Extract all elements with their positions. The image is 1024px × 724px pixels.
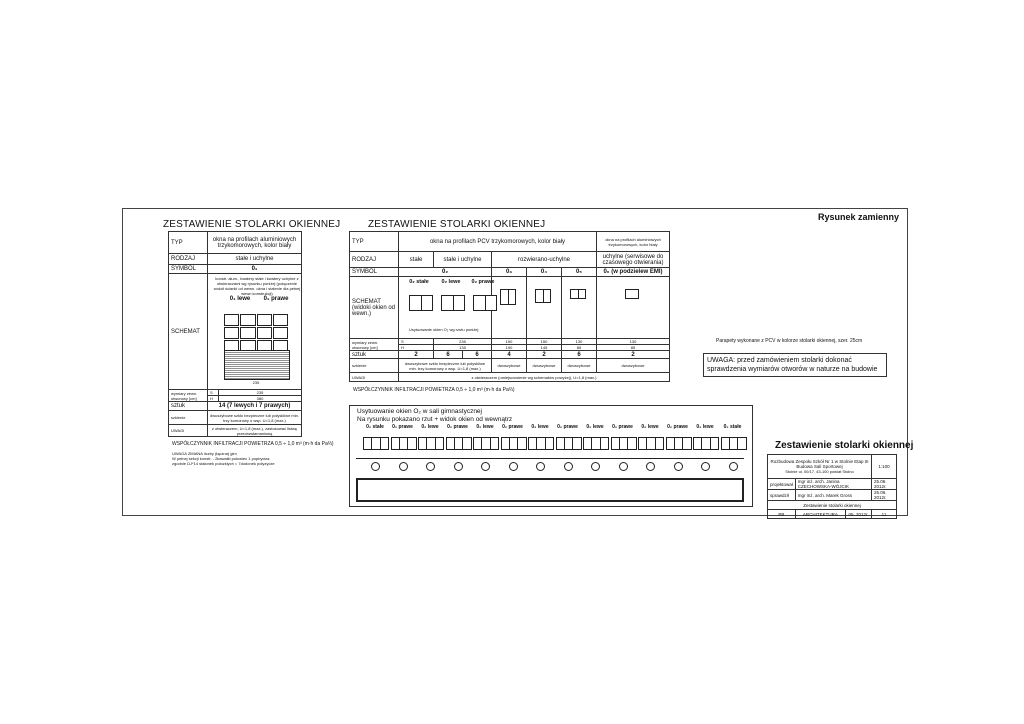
left-note-3: zgodnie DJ*14 stałonek połozkiych = 7dodonek połyzycze	[172, 461, 275, 466]
plan-title: Usytuowanie okien O₂ w sali gimnastycznej	[357, 408, 482, 415]
plan-window-label: 0₂ prawe	[447, 424, 468, 430]
plan-window-label: 0₂ lewe	[586, 424, 604, 430]
right-uwagi-label: UWAGI	[350, 373, 399, 382]
right-sztuk-6: 6	[562, 351, 597, 359]
plan-window-elevation	[363, 437, 389, 450]
plan-window-pane	[722, 438, 730, 449]
parapety-note: Parapety wykonane z PCV w kolorze stolarki okiennej, szer. 25cm	[716, 338, 863, 344]
right-o2-lewe-window	[441, 295, 465, 311]
right-schemat-o5-cell	[562, 277, 597, 339]
plan-axis-line	[356, 458, 744, 459]
right-rodzaj-uchylne: uchylne (serwisowe do czasowego otwierania)	[597, 252, 670, 268]
plan-window-pane	[667, 438, 675, 449]
plan-window-pane	[546, 438, 553, 449]
right-szklenie-o2: dwuszybowe szkło bezpieczne lub połyskliwe min. trzy komorowy o wsp. U=1,8 (max.)	[399, 359, 492, 373]
tb-scale: 1:100	[872, 455, 897, 479]
plan-axis-marker	[591, 462, 600, 471]
plan-window-pane	[601, 438, 608, 449]
right-s-o6: 130	[597, 339, 670, 345]
right-table-title: ZESTAWIENIE STOLARKI OKIENNEJ	[368, 219, 546, 230]
right-szklenie-o6: dwuszybowe	[597, 359, 670, 373]
plan-window-pane	[683, 438, 690, 449]
tb-project-cell	[768, 455, 872, 479]
tb-designer-date: 25.06. 2012r.	[872, 479, 897, 490]
right-szklenie-label: szklenie	[350, 359, 399, 373]
plan-window-label: 0₂ lewe	[641, 424, 659, 430]
right-symbol-o5: 0₅	[562, 268, 597, 277]
right-typ-label: TYP	[350, 232, 399, 252]
plan-window-pane	[537, 438, 545, 449]
plan-window-pane	[738, 438, 745, 449]
right-o5-window	[570, 289, 586, 299]
plan-window-elevation	[721, 437, 747, 450]
plan-window-pane	[419, 438, 427, 449]
tb-date: 05. 2012r.	[845, 510, 871, 519]
left-symbol-label: SYMBOL	[169, 265, 208, 274]
plan-window-elevation	[556, 437, 582, 450]
plan-window-label: 0₂ lewe	[476, 424, 494, 430]
right-symbol-o2: 0₂	[399, 268, 492, 277]
right-h-o4: 145	[527, 345, 562, 351]
left-dims-label: wymiary zewn. otworowy [cm]	[169, 390, 208, 402]
tb-checker: mgr inż. arch. Marek Gross	[795, 490, 871, 501]
left-dim-s-label: S	[208, 390, 219, 396]
plan-window-pane	[612, 438, 620, 449]
right-szklenie-o5: dwuszybowe	[562, 359, 597, 373]
plan-window-elevation	[666, 437, 692, 450]
plan-window-pane	[491, 438, 498, 449]
plan-axis-marker	[564, 462, 573, 471]
plan-window-pane	[675, 438, 683, 449]
left-symbol-value: 0₁	[208, 265, 302, 274]
plan-window-pane	[656, 438, 663, 449]
left-window-mullion-grid	[224, 314, 288, 352]
plan-window-pane	[400, 438, 408, 449]
right-usyt-note: Usytuowanie okien O₂ wg rzutu poniżej	[409, 327, 479, 332]
plan-wall-right	[742, 478, 744, 500]
left-dim-h-value: 380	[219, 396, 302, 402]
left-notes	[172, 451, 275, 466]
left-sztuk-value: 14 (7 lewych i 7 prawych)	[208, 402, 302, 411]
left-note-1: UWAGA ZMIANA liczby (łączna) gim	[172, 451, 237, 456]
tb-designer: mgr inż. arch. Janina CZECHOWSKA-WÓJCIK	[795, 479, 871, 490]
plan-window-label: 0₂ lewe	[421, 424, 439, 430]
left-window-table	[168, 231, 302, 437]
plan-window-pane	[474, 438, 482, 449]
drawing-name-heading: Zestawienie stolarki okiennej	[775, 440, 914, 451]
left-dim-total: 235	[252, 380, 260, 385]
right-rodzaj-rozw: rozwierano-uchylne	[492, 252, 597, 268]
plan-window-pane	[639, 438, 647, 449]
right-sztuk-1: 2	[399, 351, 434, 359]
right-h-o3: 190	[492, 345, 527, 351]
right-schemat-o2-cell	[399, 277, 495, 339]
left-uwagi-label: UWAGI	[169, 425, 208, 437]
right-s-o2: 235	[434, 339, 492, 345]
left-uwagi-value: z otwieraczem, U=1,8 (max.), zastosować listwę przeciwwłamaniową	[208, 425, 302, 437]
right-sztuk-3: 6	[463, 351, 492, 359]
left-dim-h-label: H	[208, 396, 219, 402]
plan-axis-marker	[454, 462, 463, 471]
plan-window-pane	[364, 438, 372, 449]
plan-window-pane	[647, 438, 655, 449]
left-dim-s-value: 235	[219, 390, 302, 396]
right-schemat-o4-cell	[527, 277, 562, 339]
plan-window-elevation	[391, 437, 417, 450]
left-rodzaj-value: stałe i uchylne	[208, 254, 302, 265]
plan-window-elevation	[693, 437, 719, 450]
plan-window-pane	[447, 438, 455, 449]
plan-window-pane	[427, 438, 435, 449]
plan-window-pane	[584, 438, 592, 449]
tb-sheet-name: Zestawienie stolarki okiennej	[768, 501, 897, 510]
plan-window-pane	[392, 438, 400, 449]
right-rodzaj-stale-uchylne: stałe i uchylne	[434, 252, 492, 268]
plan-window-pane	[620, 438, 628, 449]
plan-window-label: 0₂ prawe	[667, 424, 688, 430]
plan-window-pane	[592, 438, 600, 449]
plan-window-pane	[381, 438, 388, 449]
left-table-title: ZESTAWIENIE STOLARKI OKIENNEJ	[163, 219, 341, 230]
tb-project-sub: Stolnie ul. 00/17, 43-100 powiat Stolno	[785, 469, 854, 474]
right-o4-window	[535, 289, 551, 303]
plan-window-elevation	[528, 437, 554, 450]
uwaga-box: UWAGA: przed zamówieniem stolarki dokonać sprawdzenia wymiarów otworów w naturze na budowie	[703, 353, 887, 377]
tb-designer-role: projektował	[768, 479, 796, 490]
plan-window-pane	[628, 438, 635, 449]
right-s-o5: 130	[562, 339, 597, 345]
plan-wall-left	[356, 478, 358, 500]
plan-axis-marker	[729, 462, 738, 471]
tb-stage: PB	[768, 510, 796, 519]
plan-window-pane	[730, 438, 738, 449]
left-typ-label: TYP	[169, 232, 208, 254]
plan-axis-marker	[371, 462, 380, 471]
plan-window-pane	[502, 438, 510, 449]
title-block	[767, 454, 897, 519]
right-typ-value2: okna na profilach aluminiowych trzykomorowych, kolor biały	[597, 232, 670, 252]
plan-window-label: 0₂ prawe	[502, 424, 523, 430]
left-prawe-label: 0₁ prawe	[263, 296, 289, 302]
plan-axis-marker	[619, 462, 628, 471]
left-schemat-note: konstr. alum., kwatery stałe i kwatery uchylne z otwieraczami wg rysunku poniżej (połączenie wokół ścianki od wewn. okna i stalenie dla pełnej wewn konstrukcji)	[213, 276, 301, 296]
left-szklenie-value: dwuszybowe szkło bezpieczne lub połyskliwe min. trzy komorowy o wsp. U=1,8 (max.)	[208, 411, 302, 425]
plan-window-label: 0₂ stałe	[723, 424, 742, 430]
right-o2-lewe-label: 0₂ lewe	[441, 279, 461, 285]
right-symbol-o3: 0₃	[492, 268, 527, 277]
plan-window-pane	[455, 438, 463, 449]
right-rodzaj-stale: stałe	[399, 252, 434, 268]
plan-window-pane	[408, 438, 415, 449]
plan-window-pane	[518, 438, 525, 449]
left-schemat-label: SCHEMAT	[169, 274, 208, 390]
right-sztuk-label: sztuk	[350, 351, 399, 359]
plan-axis-marker	[536, 462, 545, 471]
left-schemat-cell	[208, 274, 302, 390]
tb-checker-date: 25.06. 2012r.	[872, 490, 897, 501]
plan-window-label: 0₂ lewe	[531, 424, 549, 430]
plan-axis-marker	[509, 462, 518, 471]
plan-window-pane	[463, 438, 470, 449]
tb-number: 11	[872, 510, 897, 519]
right-h-o5: 85	[562, 345, 597, 351]
right-schemat-o6-cell	[597, 277, 670, 339]
plan-window-elevation	[446, 437, 472, 450]
right-s-o4: 150	[527, 339, 562, 345]
tb-branch: ARCHITEKTURA	[795, 510, 845, 519]
plan-window-pane	[702, 438, 710, 449]
plan-window-label: 0₂ lewe	[696, 424, 714, 430]
right-rodzaj-label: RODZAJ	[350, 252, 399, 268]
right-symbol-o6: 0₆ (w podzielew EMI)	[597, 268, 670, 277]
plan-window-pane	[557, 438, 565, 449]
left-lewe-label: 0₁ lewe	[229, 296, 251, 302]
plan-wall-bottom	[356, 500, 744, 502]
left-window-lower-hatch	[224, 350, 290, 380]
right-dims-label: wymiary zewn. otworowy [cm]	[350, 339, 399, 351]
left-note-2: W pełnej sekcji konstr. - 2kawałki połowiec 1 popbyciaz	[172, 456, 270, 461]
plan-window-pane	[573, 438, 580, 449]
plan-window-label: 0₂ prawe	[612, 424, 633, 430]
plan-window-label: 0₂ stałe	[366, 424, 384, 430]
right-sztuk-5: 2	[527, 351, 562, 359]
plan-window-pane	[711, 438, 718, 449]
plan-window-pane	[565, 438, 573, 449]
plan-window-elevation	[611, 437, 637, 450]
right-symbol-o4: 0₄	[527, 268, 562, 277]
right-typ-value: okna na profilach PCV trzykomorowych, kolor biały	[399, 232, 597, 252]
right-o2-prawe-label: 0₂ prawe	[471, 279, 495, 285]
right-sztuk-2: 6	[434, 351, 463, 359]
right-infiltration: WSPÓŁCZYNNIK INFILTRACJI POWIETRZA 0,5 ÷ 1,0 m³ (m·h da Pa⅔)	[353, 387, 515, 393]
plan-window-pane	[694, 438, 702, 449]
plan-wall-top	[356, 478, 744, 480]
plan-axis-marker	[646, 462, 655, 471]
right-o2-stale-window	[409, 295, 433, 311]
right-szklenie-o3: dwuszybowe	[492, 359, 527, 373]
left-sztuk-label: sztuk	[169, 402, 208, 411]
right-s-o3: 150	[492, 339, 527, 345]
plan-axis-marker	[674, 462, 683, 471]
right-o3-window	[500, 289, 516, 305]
right-schemat-label: SCHEMAT (widoki okien od wewn.)	[350, 277, 399, 339]
right-sztuk-4: 4	[492, 351, 527, 359]
right-h-o2: 135	[434, 345, 492, 351]
left-infiltration: WSPÓŁCZYNNIK INFILTRACJI POWIETRZA 0,5 ÷ 1,0 m³ (m·h da Pa⅔)	[172, 441, 334, 447]
right-uwagi-value: z otwieraczem (umiejscowienie wg schematów powyżej), U=1,8 (max.)	[399, 373, 670, 382]
plan-window-pane	[482, 438, 490, 449]
right-s-label: S	[399, 339, 434, 345]
plan-window-pane	[529, 438, 537, 449]
plan-window-pane	[436, 438, 443, 449]
right-symbol-label: SYMBOL	[350, 268, 399, 277]
plan-window-pane	[510, 438, 518, 449]
tb-checker-role: sprawdził	[768, 490, 796, 501]
right-o6-window	[625, 289, 639, 299]
right-schemat-o3-cell	[492, 277, 527, 339]
tb-project: Rozbudowa Zespołu Szkół Nr 1 w Stolnie Etap III Budowa Sali Sportowej	[770, 459, 869, 469]
right-szklenie-o4: dwuszybowe	[527, 359, 562, 373]
plan-subtitle: Na rysunku pokazano rzut + widok okien od wewnątrz	[357, 416, 513, 423]
plan-axis-marker	[701, 462, 710, 471]
plan-window-label: 0₂ prawe	[557, 424, 578, 430]
sheet-title: Rysunek zamienny	[818, 212, 900, 222]
plan-window-elevation	[473, 437, 499, 450]
plan-window-elevation	[638, 437, 664, 450]
right-sztuk-7: 2	[597, 351, 670, 359]
right-window-table	[349, 231, 670, 382]
plan-window-elevation	[583, 437, 609, 450]
plan-window-elevation	[418, 437, 444, 450]
plan-axis-marker	[426, 462, 435, 471]
plan-window-elevation	[501, 437, 527, 450]
right-o2-stale-label: 0₂ stałe	[409, 279, 429, 285]
left-rodzaj-label: RODZAJ	[169, 254, 208, 265]
plan-window-pane	[372, 438, 380, 449]
plan-window-label: 0₂ prawe	[392, 424, 413, 430]
right-h-label: H	[399, 345, 434, 351]
plan-axis-marker	[481, 462, 490, 471]
right-h-o6: 85	[597, 345, 670, 351]
left-typ-value: okna na profilach aluminiowych trzykomorowych, kolor biały	[208, 232, 302, 254]
plan-axis-marker	[399, 462, 408, 471]
left-szklenie-label: szklenie	[169, 411, 208, 425]
